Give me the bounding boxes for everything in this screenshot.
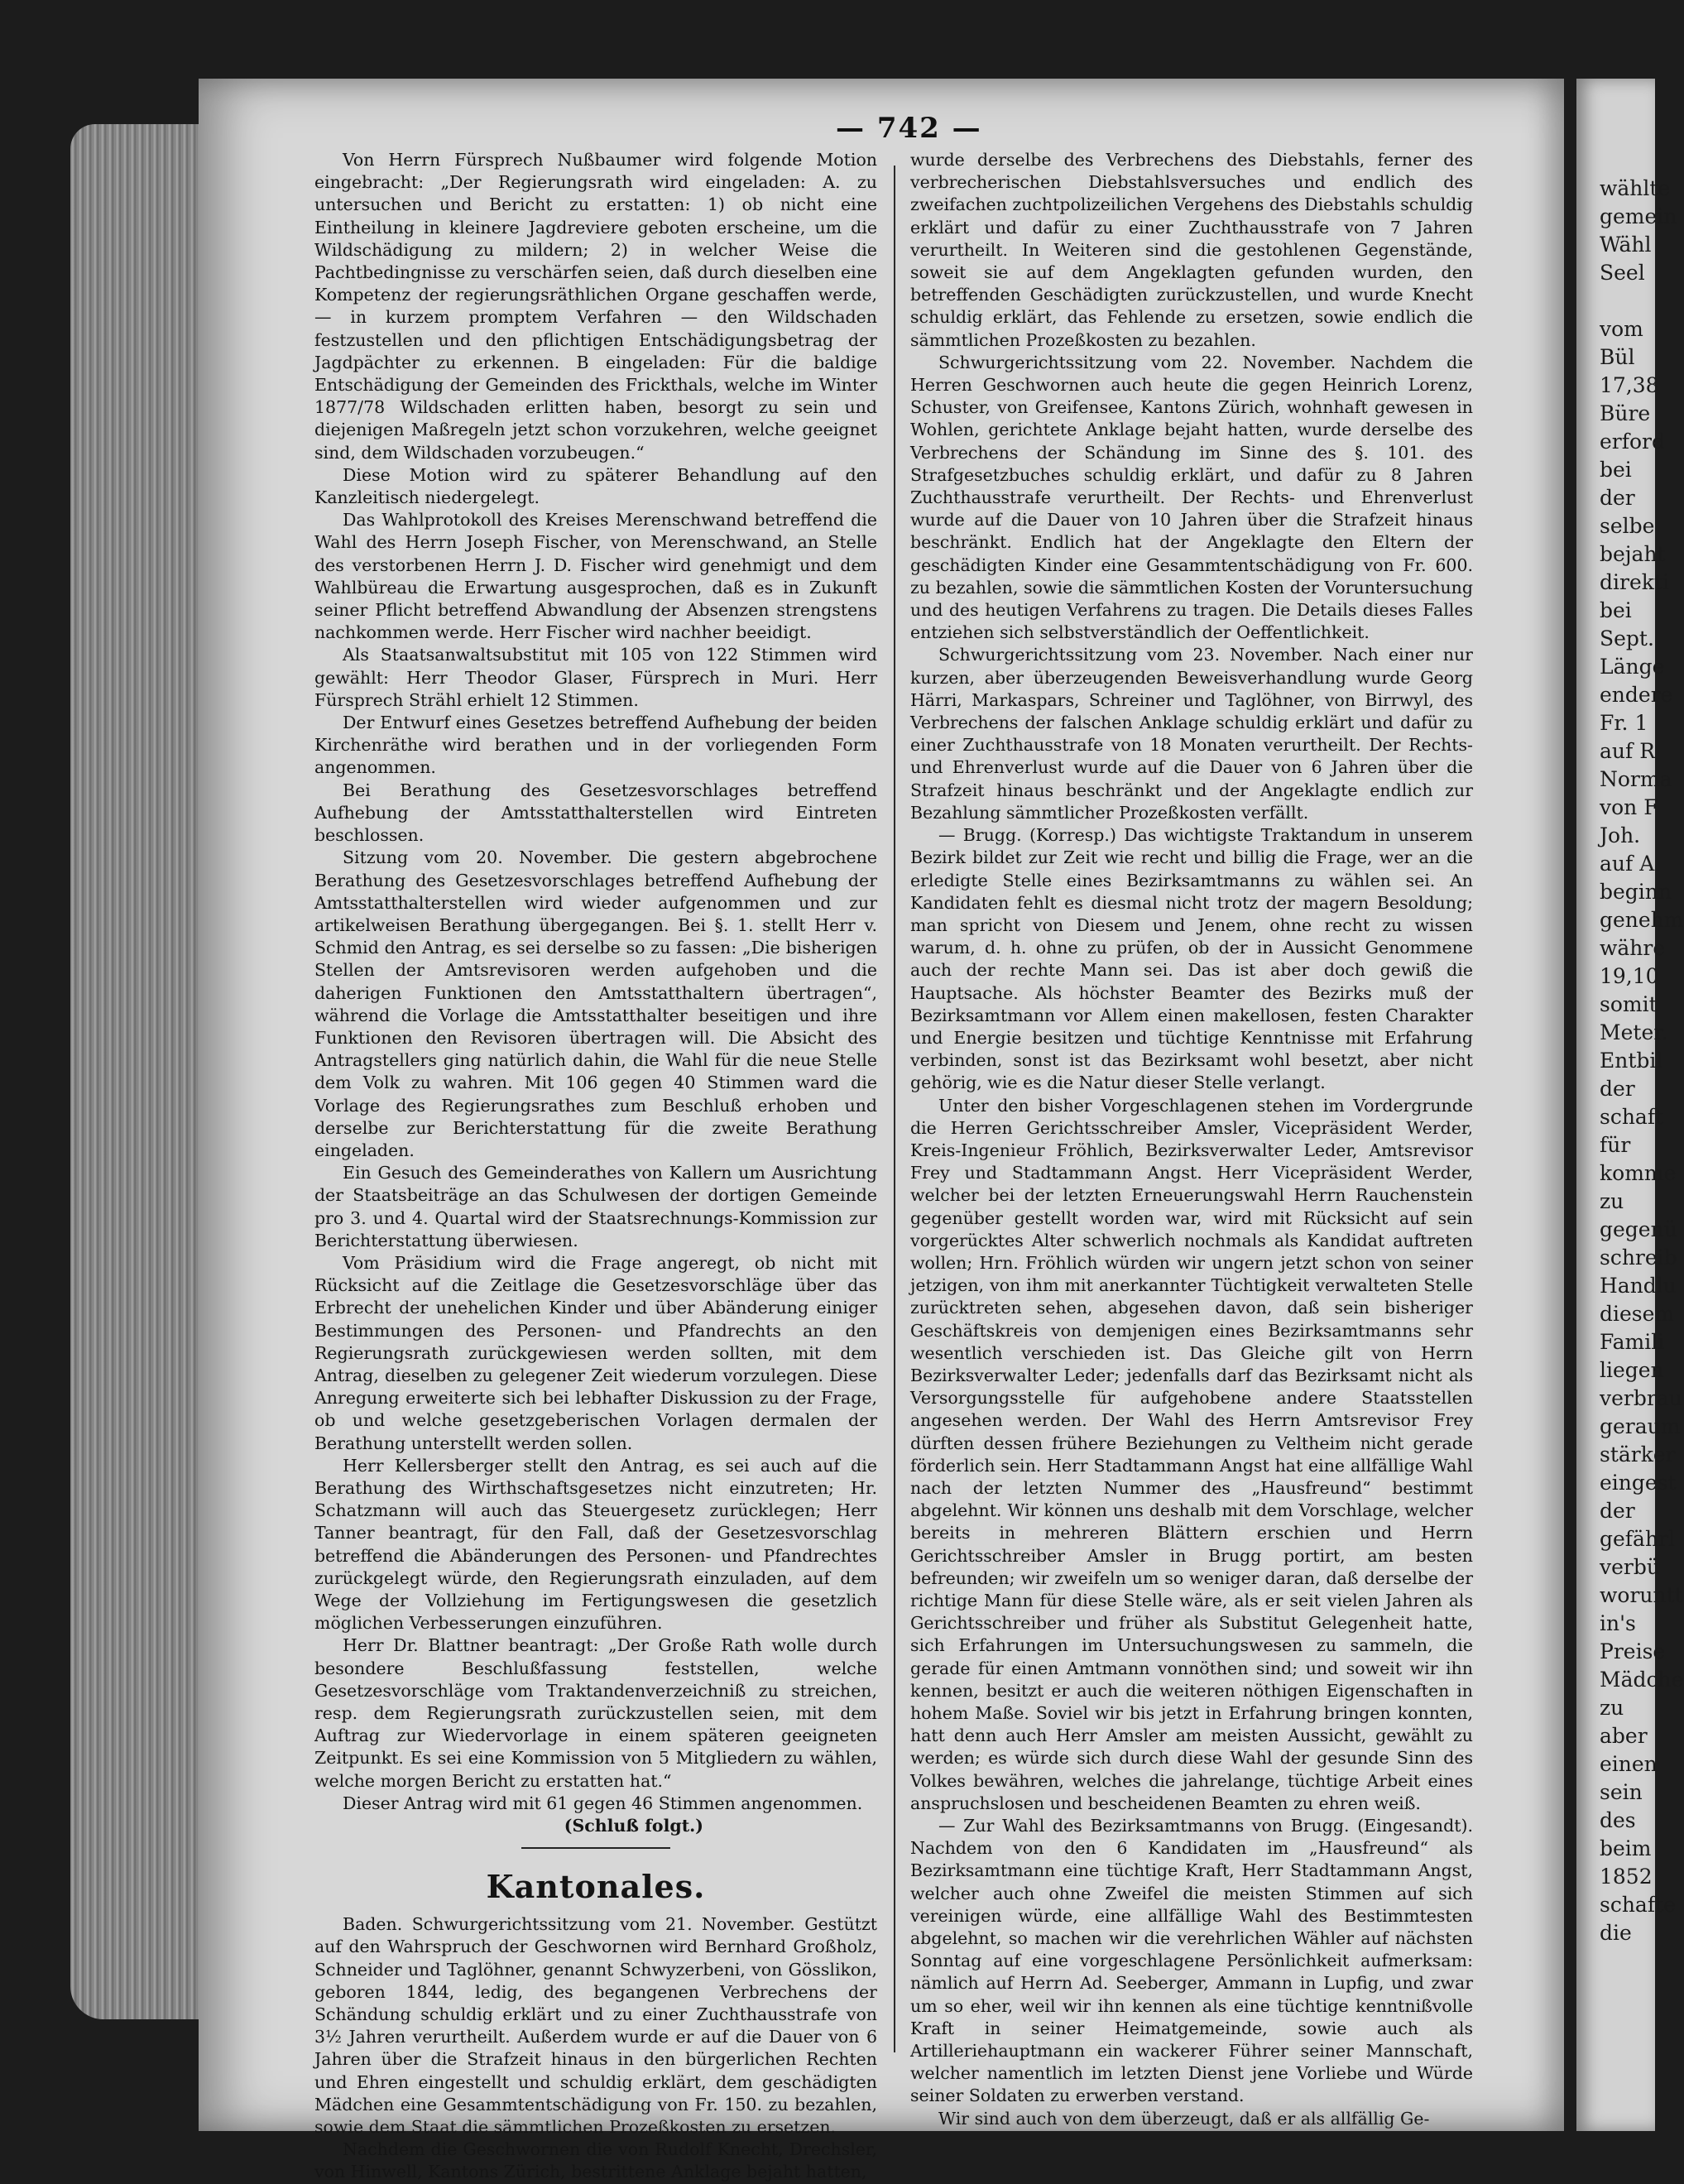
adjacent-page-word: 17,38 <box>1600 373 1659 397</box>
adjacent-page-word: von F <box>1600 795 1658 819</box>
paragraph: Unter den bisher Vorgeschlagenen stehen im Vordergrunde die Herren Gerichtsschreiber Amsler, Vicepräsident Werder, Kreis-Ingenieur Fröhlich, Bezirksverwalter Leder, Amtsrevisor Frey und Stadtammann Angst. Herr Vicepräsident Werder, welcher bei der letzten Erneuerungswahl Herrn Rauchenstein gegenüber gestellt worden war, wird mit Rücksicht auf sein vorgerücktes Alter schwerlich nochmals als Kandidat auftreten wollen; Hrn. Fröhlich würden wir ungern jetzt schon von seiner jetzigen, von ihm mit anerkannter Tüchtigkeit verwalteten Stelle zurücktreten sehen, abgesehen davon, daß sein bisheriger Geschäftskreis von demjenigen eines Bezirksamtmanns sehr wesentlich verschieden ist. Das Gleiche gilt von Herrn Bezirksverwalter Leder; jedenfalls darf das Bezirksamt nicht als Versorgungsstelle für aufgehobene andere Staatsstellen angesehen werden. Der Wahl des Herrn Amtsrevisor Frey dürften dessen frühere Beziehungen zu Veltheim nicht gerade förderlich sein. Herr Stadtammann Angst hat eine allfällige Wahl nach der letzten Nummer des „Hausfreund“ bestimmt abgelehnt. Wir können uns deshalb mit dem Vorschlage, welcher bereits in mehreren Blättern erschien und Herrn Gerichtsschreiber Amsler in Brugg portirt, am besten befreunden; wir zweifeln um so weniger daran, daß derselbe der richtige Mann für diese Stelle wäre, als er seit vielen Jahren als Gerichtsschreiber und früher als Substitut Gelegenheit hatte, sich Erfahrungen im Untersuchungswesen zu sammeln, die gerade für einen Amtmann vonnöthen sind; und soweit wir ihn kennen, besitzt er auch die weiteren nöthigen Eigenschaften in hohem Maße. Soviel wir bis jetzt in Erfahrung bringen konnten, hatt denn auch Herr Amsler am meisten Aussicht, gewählt zu werden; es würde sich durch diese Wahl der gesunde Sinn des Volkes bewähren, welches die jahrelange, tüchtige Arbeit eines anspruchslosen und bescheidenen Beamten zu ehren weiß. <box>910 1095 1473 1813</box>
paragraph: Baden. Schwurgerichtssitzung vom 21. November. Gestützt auf den Wahrspruch der Geschwornen wird Bernhard Großholz, Schneider und Taglöhner, genannt Schwyzerbeni, von Gösslikon, geboren 1844, ledig, des begangenen Verbrechens der Schändung schuldig erklärt und zu einer Zuchthausstrafe von 3½ Jahren verurtheilt. Außerdem wurde er auf die Dauer von 6 Jahren über die Strafzeit hinaus in den bürgerlichen Rechten und Ehren eingestellt und schuldig erklärt, dem geschädigten Mädchen eine Gesammtentschädigung von Fr. 150. zu bezahlen, sowie dem Staat die sämmtlichen Prozeßkosten zu ersetzen. <box>314 1914 877 2138</box>
adjacent-page-word: somit <box>1600 992 1658 1016</box>
adjacent-page-word: wählte <box>1600 176 1671 200</box>
adjacent-page-word: Norma <box>1600 767 1672 791</box>
adjacent-page-word: währe <box>1600 936 1666 960</box>
adjacent-page-word: Handlu <box>1600 1274 1677 1298</box>
column-divider <box>894 166 895 2052</box>
adjacent-page-word: Preise <box>1600 1639 1666 1663</box>
adjacent-page-word: bei <box>1600 598 1632 622</box>
adjacent-page-word: in's <box>1600 1611 1636 1635</box>
adjacent-page-word: Länge <box>1600 655 1665 679</box>
adjacent-page-word: schreib <box>1600 1246 1677 1270</box>
adjacent-page-word: Büre <box>1600 401 1651 425</box>
adjacent-page-word: bei <box>1600 458 1632 482</box>
adjacent-page-word: Mädche <box>1600 1668 1684 1692</box>
paragraph: Bei Berathung des Gesetzesvorschlages betreffend Aufhebung der Amtsstatthalterstellen wird Eintreten beschlossen. <box>314 780 877 846</box>
adjacent-page-word: liegen <box>1600 1358 1664 1382</box>
adjacent-page-word: aber <box>1600 1724 1648 1748</box>
adjacent-page-word: vom <box>1600 317 1643 341</box>
adjacent-page-word: der <box>1600 1499 1635 1523</box>
adjacent-page-word: für <box>1600 1133 1631 1157</box>
adjacent-page-word: schaft <box>1600 1105 1664 1129</box>
left-column <box>314 149 877 2184</box>
adjacent-page-word: komme <box>1600 1161 1677 1185</box>
adjacent-page-word: der <box>1600 486 1635 510</box>
adjacent-page-word: gemein <box>1600 204 1677 228</box>
adjacent-page-word: Famili <box>1600 1330 1665 1354</box>
paragraph: Wir sind auch von dem überzeugt, daß er als allfällig Ge- <box>938 2108 1430 2129</box>
adjacent-page-word: auf A <box>1600 852 1655 876</box>
adjacent-page-word: Bül <box>1600 345 1635 369</box>
adjacent-page-word: eingest <box>1600 1471 1677 1495</box>
book-page-edge <box>70 124 211 2019</box>
section-heading: Kantonales. <box>486 1868 706 1906</box>
paragraph: Der Entwurf eines Gesetzes betreffend Aufhebung der beiden Kirchenräthe wird berathen und in der vorliegenden Form angenommen. <box>314 713 877 778</box>
adjacent-page-word: erford <box>1600 430 1666 454</box>
adjacent-page-word: auf R <box>1600 739 1656 763</box>
adjacent-page-word: Joh. <box>1600 823 1641 847</box>
adjacent-page-fragment <box>1576 79 1684 2131</box>
page-number: — 742 — <box>836 112 982 145</box>
paragraph: Sitzung vom 20. November. Die gestern abgebrochene Berathung des Gesetzesvorschlages betreffend Aufhebung der Amtsstatthalterstellen wird wieder aufgenommen und zur artikelweisen Berathung übergegangen. Bei §. 1. stellt Herr v. Schmid den Antrag, es sei derselbe so zu fassen: „Die bisherigen Stellen der Amtsrevisoren werden aufgehoben und die daherigen Funktionen den Amtsstatthaltern übertragen“, während die Vorlage die Amtsstatthalter beseitigen und ihre Funktionen den Revisoren übertragen will. Die Absicht des Antragstellers ging natürlich dahin, die Wahl für die neue Stelle dem Volk zu wahren. Mit 106 gegen 40 Stimmen ward die Vorlage des Regierungsrathes zum Beschluß erhoben und derselbe zur Berichterstattung für die zweite Berathung eingeladen. <box>314 847 877 1160</box>
adjacent-page-word: Sept. <box>1600 626 1654 650</box>
adjacent-page-word: 1852 <box>1600 1865 1653 1889</box>
paragraph: Als Staatsanwaltsubstitut mit 105 von 122 Stimmen wird gewählt: Herr Theodor Glaser, Fürsprech in Muri. Herr Fürsprech Strähl erhielt 12 Stimmen. <box>314 645 877 710</box>
adjacent-page-word: die <box>1600 1921 1632 1945</box>
adjacent-page-word: Wähl <box>1600 233 1652 257</box>
adjacent-page-word: direkti <box>1600 570 1669 594</box>
paragraph: Ein Gesuch des Gemeinderathes von Kallern um Ausrichtung der Staatsbeiträge an das Schulwesen der dortigen Gemeinde pro 3. und 4. Quartal wird der Staatsrechnungs-Kommission zur Berichterstattung überwiesen. <box>314 1163 877 1250</box>
adjacent-page-word: Meter. <box>1600 1020 1668 1044</box>
paragraph: Das Wahlprotokoll des Kreises Merenschwand betreffend die Wahl des Herrn Joseph Fischer, von Merenschwand, an Stelle des verstorbenen Herrn J. D. Fischer wird genehmigt und dem Wahlbüreau die Erwartung ausgesprochen, daß es in Zukunft seiner Pflicht betreffend Abwandlung der Absenzen strengstens nachkommen werde. Herr Fischer wird nachher beeidigt. <box>314 510 877 643</box>
adjacent-page-word: Seel <box>1600 261 1645 285</box>
adjacent-page-word: verbrau <box>1600 1386 1682 1410</box>
adjacent-page-word: beim <box>1600 1836 1652 1860</box>
paragraph: — Zur Wahl des Bezirksamtmanns von Brugg. (Eingesandt). Nachdem von den 6 Kandidaten im „Hausfreund“ als Bezirksamtmann eine tüchtige Kraft, Herr Stadtammann Angst, welcher auch ohne Zweifel die meisten Stimmen auf sich vereinigen würde, eine allfällige Wahl des Bestimmtesten abgelehnt, so machen wir die verehrlichen Wähler auf nächsten Sonntag auf eine vorgeschlagene Persönlichkeit aufmerksam: nämlich auf Herrn Ad. Seeberger, Ammann in Lupfig, und zwar um so eher, weil wir ihn kennen als eine tüchtige kenntnißvolle Kraft in seiner Heimatgemeinde, sowie auch als Artilleriehauptmann ein wackerer Führer seiner Mannschaft, welcher namentlich im letzten Dienst jene Vorliebe und Würde seiner Soldaten zu erwerben verstand. <box>910 1816 1473 2106</box>
adjacent-page-word: schafte <box>1600 1893 1676 1917</box>
adjacent-page-word: geraum <box>1600 1414 1681 1438</box>
paragraph: Schwurgerichtssitzung vom 22. November. Nachdem die Herren Geschwornen auch heute die gegen Heinrich Lorenz, Schuster, von Greifensee, Kantons Zürich, wohnhaft gewesen in Wohlen, gerichtete Anklage bejaht hatten, wurde derselbe des Verbrechens der Schändung im Sinne des §. 101. des Strafgesetzbuches schuldig erklärt, und dafür zu 8 Jahren Zuchthausstrafe verurtheilt. Der Rechts- und Ehrenverlust wurde auf die Dauer von 10 Jahren über die Strafzeit hinaus beschränkt. Endlich hat der Angeklagte den Eltern der geschädigten Kinder eine Gesammtentschädigung von Fr. 600. zu bezahlen, sowie die sämmtlichen Kosten der Voruntersuchung und des heutigen Verfahrens zu tragen. Die Details dieses Falles entziehen sich selbstverständlich der Oeffentlichkeit. <box>910 352 1473 643</box>
adjacent-page-word: zu <box>1600 1189 1624 1213</box>
paragraph: Nachdem die Geschwornen die von Rudolf Knecht, Drechsler, von Hinwell, Kantons Zürich, bestrittene Anklage bejaht hatten, <box>314 2139 877 2182</box>
adjacent-page-word: selbe <box>1600 514 1655 538</box>
paragraph: Dieser Antrag wird mit 61 gegen 46 Stimmen angenommen. <box>343 1793 863 1813</box>
paragraph: Diese Motion wird zu späterer Behandlung auf den Kanzleitisch niedergelegt. <box>314 464 877 508</box>
paragraph: — Brugg. (Korresp.) Das wichtigste Traktandum in unserem Bezirk bildet zur Zeit wie recht und billig die Frage, wer an die erledigte Stelle eines Bezirksamtmanns zu wählen sei. An Kandidaten fehlt es diesmal nicht trotz der magern Besoldung; man spricht von Diesem und Jenem, ohne recht zu wissen warum, d. h. ohne zu prüfen, ob der in Aussicht Genommene auch der rechte Mann sei. Das ist aber doch gewiß die Hauptsache. Als höchster Beamter des Bezirks muß der Bezirksamtmann vor Allem einen makellosen, festen Charakter und Energie besitzen und tüchtige Kenntnisse mit Erfahrung verbinden, sonst ist das Bezirksamt wohl besetzt, aber nicht gehörig, wie es die Natur dieser Stelle verlangt. <box>910 825 1473 1093</box>
adjacent-page-word: Fr. 1 <box>1600 711 1648 735</box>
paragraph: Herr Dr. Blattner beantragt: „Der Große Rath wolle durch besondere Beschlußfassung feststellen, welche Gesetzesvorschläge vom Traktandenverzeichniß zu streichen, resp. dem Regierungsrath zurückzustellen seien, mit dem Auftrag zur Wiedervorlage in einem späteren geeigneten Zeitpunkt. Es sei eine Kommission von 5 Mitgliedern zu wählen, welche morgen Bericht zu erstatten hat.“ <box>314 1635 877 1791</box>
adjacent-page-word: woruntt <box>1600 1583 1683 1607</box>
adjacent-page-word: verbü <box>1600 1555 1660 1579</box>
adjacent-page-word: sein <box>1600 1780 1643 1804</box>
continued-note: (Schluß folgt.) <box>564 1816 703 1836</box>
adjacent-page-word: stärker <box>1600 1442 1676 1466</box>
paragraph: Von Herrn Fürsprech Nußbaumer wird folgende Motion eingebracht: „Der Regierungsrath wird eingeladen: A. zu untersuchen und Bericht zu erstatten: 1) ob nicht eine Eintheilung in kleinere Jagdreviere geboten erscheine, um die Wildschädigung zu mildern; 2) in welcher Weise die Pachtbedingnisse zu verschärfen seien, daß durch dieselben eine Kompetenz der regierungsräthlichen Organe geschaffen werde, — in kurzem promptem Verfahren — den Wildschaden festzustellen und den pflichtigen Entschädigungsbetrag der Jagdpächter zu erkennen. B eingeladen: Für die baldige Entschädigung der Gemeinden des Frickthals, welche im Winter 1877/78 Wildschaden erlitten haben, besorgt zu sein und diejenigen Maßregeln jetzt schon vorzukehren, welche geeignet sind, dem Wildschaden vorzubeugen.“ <box>314 150 877 463</box>
paragraph: wurde derselbe des Verbrechens des Diebstahls, ferner des verbrecherischen Diebstahlsversuches und endlich des zweifachen zuchtpolizeilichen Vergehens des Diebstahls schuldig erklärt und dafür zu einer Zuchthausstrafe von 7 Jahren verurtheilt. In Weiteren sind die gestohlenen Gegenstände, soweit sie auf dem Angeklagten gefunden wurden, den betreffenden Geschädigten zurückzustellen, und wurde Knecht schuldig erklärt, das Fehlende zu ersetzen, sowie endlich die sämmtlichen Prozeßkosten zu bezahlen. <box>910 150 1473 350</box>
adjacent-page-word: einen <box>1600 1752 1658 1776</box>
paragraph: Schwurgerichtssitzung vom 23. November. Nach einer nur kurzen, aber überzeugenden Beweisverhandlung wurde Georg Härri, Markaspars, Schreiner und Taglöhner, von Birrwyl, des Verbrechens der falschen Anklage schuldig erklärt und dafür zu einer Zuchthausstrafe von 18 Monaten verurtheilt. Der Rechts- und Ehrenverlust wurde auf die Dauer von 6 Jahren über die Strafzeit hinaus beschränkt und der Angeklagte endlich zur Bezahlung sämmtlicher Prozeßkosten verfällt. <box>910 645 1473 823</box>
adjacent-page-word: diesem <box>1600 1302 1675 1326</box>
paragraph: Vom Präsidium wird die Frage angeregt, ob nicht mit Rücksicht auf die Zeitlage die Gesetzesvorschläge über das Erbrecht der unehelichen Kinder und über Abänderung einiger Bestimmungen des Personen- und Pfandrechts an den Regierungsrath zurückgewiesen werden sollten, mit dem Antrag, dieselben zu gelegener Zeit wiederum vorzulegen. Diese Anregung erweiterte sich bei lebhafter Diskussion zu der Frage, ob und welche gesetzgeberischen Vorlagen dermalen der Berathung unterstellt werden sollen. <box>314 1252 877 1453</box>
adjacent-page-word: Entbil <box>1600 1049 1663 1073</box>
adjacent-page-word: des <box>1600 1808 1636 1832</box>
right-column <box>910 149 1473 2130</box>
paragraph: Herr Kellersberger stellt den Antrag, es sei auch auf die Berathung des Wirthschaftsgesetzes nicht einzutreten; Hr. Schatzmann will auch das Steuergesetz zurücklegen; Herr Tanner beantragt, für den Fall, daß der Gesetzesvorschlag betreffend die Abänderungen des Personen- und Pfandrechtes zurückgelegt würde, den Regierungsrath einzuladen, auf dem Wege der Vollziehung im Fertigungswesen die gesetzlich möglichen Verbesserungen einzuführen. <box>314 1455 877 1634</box>
adjacent-page-word: gefährl <box>1600 1527 1676 1551</box>
adjacent-page-word: der <box>1600 1077 1635 1101</box>
adjacent-page-word: 19,10 <box>1600 964 1659 988</box>
adjacent-page-word: genehm <box>1600 908 1684 932</box>
adjacent-page-word: beginn <box>1600 880 1672 904</box>
adjacent-page-word: bejaht <box>1600 542 1666 566</box>
adjacent-page-word: endere <box>1600 683 1673 707</box>
adjacent-page-word: gegenü <box>1600 1217 1677 1241</box>
adjacent-page-word: zu <box>1600 1696 1624 1720</box>
section-rule <box>521 1847 670 1849</box>
